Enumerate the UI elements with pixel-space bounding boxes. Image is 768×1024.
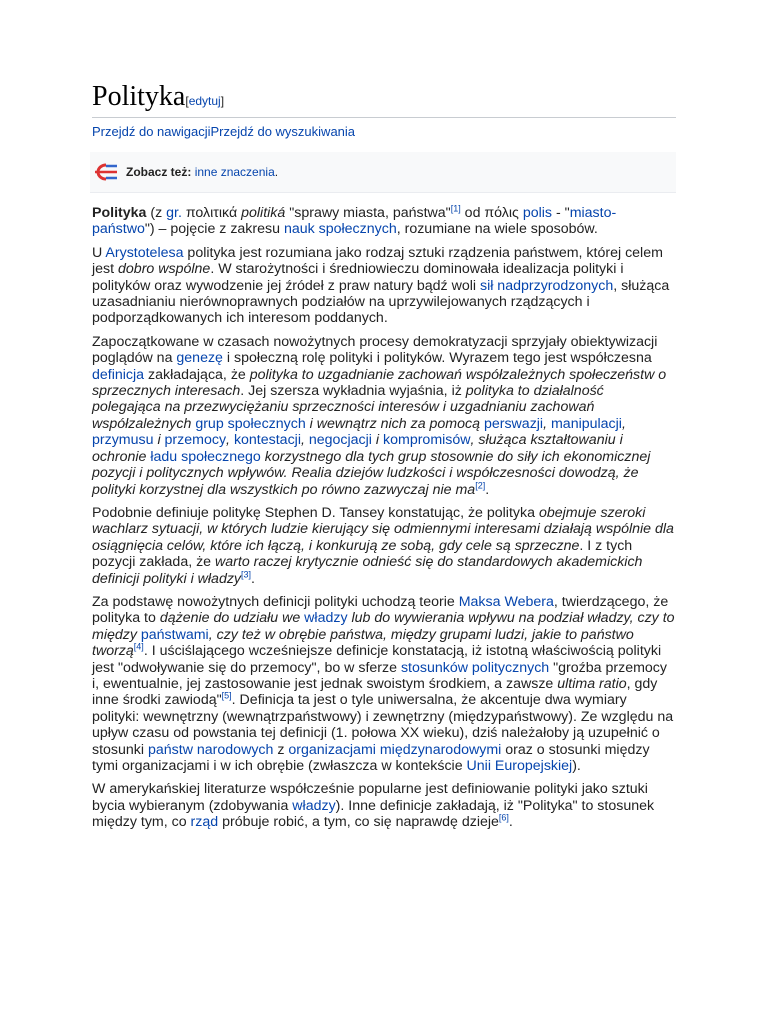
jump-to-search-link[interactable]: Przejdź do wyszukiwania [210,124,356,139]
edit-bracket-close: ] [220,94,225,108]
text: , gdy inne środki zawiodą" [92,675,658,709]
italic-text: lub do wywierania wpływu na podział władzy, czy to między [92,610,675,643]
jump-to-navigation-link[interactable]: Przejdź do nawigacji [92,124,211,139]
link-przymusu[interactable]: przymusu [92,432,154,449]
hatnote [90,152,676,193]
reference-link[interactable]: [1] [450,203,461,214]
text: . W starożytności i średniowieczu dominowała idealizacja polityki i polityków oraz wywodzenie jej źródeł z praw natury bądź woli [92,261,624,294]
text: próbuje robić, a tym, co się naprawdę dzieje [218,814,499,831]
text: , twierdzącego, że polityka to [92,593,669,627]
italic-text: politiká [241,205,286,221]
text: ). [572,758,581,774]
text: polityka jest rozumiana jako rodzaj sztuki rządzenia państwem, której celem jest [92,244,663,278]
text: ") – pojęcie z zakresu [144,221,284,238]
link-negocjacji[interactable]: negocjacji [308,432,372,449]
text: . Jej szersza wykładnia wyjaśnia, iż [240,383,466,400]
reference-6[interactable] [499,812,509,822]
paragraph-1 [92,205,676,238]
text: Za podstawę nowożytnych definicji polityki uchodzą teorie [92,593,459,610]
reference-link[interactable]: [3] [241,568,252,579]
edit-bracket-open: [ [185,94,189,108]
link-rzad[interactable]: rząd [190,814,219,831]
hatnote-text [126,165,278,179]
link-sil-nadprzyrodzonych[interactable]: sił nadprzyrodzonych [479,277,614,294]
link-panstwami[interactable]: państwami [140,626,209,643]
italic-text: obejmuje szeroki wachlarz sytuacji, w których ludzie kierujący się odmiennymi interesami działają wspólnie dla osiągnięcia celów, które ich łączą, i konkurują ze sobą, gdy cele są sprzeczne [92,504,674,554]
title-row [92,0,676,118]
link-wladzy[interactable]: władzy [292,797,336,814]
paragraph-2 [92,245,676,327]
paragraph-4 [92,505,676,587]
link-arystotelesa[interactable]: Arystotelesa [105,244,184,261]
link-stosunkow-politycznych[interactable]: stosunków politycznych [400,659,550,676]
reference-3[interactable] [241,569,251,579]
other-meanings-link[interactable]: inne znaczenia [194,165,275,179]
link-polis[interactable]: polis [522,205,553,221]
link-definicja[interactable]: definicja [92,366,145,383]
reference-4[interactable] [134,641,144,651]
text: . Definicja ta jest o tyle uniwersalna, że akcentuje dwa wymiary polityki: wewnętrzny (wewnątrzpaństwowy) i zewnętrzny (międzypaństwowy). Ze względu na upływ czasu od powstania tej definicji (1. połowa XX wieku), dziś należałoby ją uzupełnić o stosunki [92,692,674,758]
text: Zapoczątkowane w czasach nowożytnych procesy demokratyzacji sprzyjały obiektywizacji poglądów na [92,333,658,367]
text: zakładająca, że [144,366,250,383]
italic-text: polityka to uzgadnianie zachowań współzależnych społeczeństw o sprzecznych interesach [92,366,667,400]
reference-link[interactable]: [6] [498,812,509,823]
hatnote-suffix: . [274,165,279,179]
text: ). Inne definicje zakładają, iż "Polityka" to stosunek między tym, co [92,797,655,831]
italic-text: , [543,415,551,432]
italic-text: dążenie do udziału we [159,610,305,627]
link-przemocy[interactable]: przemocy [164,432,227,449]
text: "sprawy miasta, państwa" [285,205,451,221]
link-manipulacji[interactable]: manipulacji [550,415,622,432]
link-ladu-spolecznego[interactable]: ładu społecznego [150,448,261,465]
edit-section [185,94,224,108]
paragraph-5 [92,594,676,774]
text: . I z tych pozycji zakłada, że [92,537,633,571]
italic-text: , [226,432,234,449]
jump-links [92,124,676,140]
paragraph-6 [92,781,676,830]
link-kompromisow[interactable]: kompromisów [383,432,471,449]
italic-text: , czy też w obrębie państwa, między grupami ludzi, jakie to państwo tworzą [92,626,634,660]
italic-text: i [371,432,384,449]
italic-text: , [300,432,309,449]
text: , służąca uzasadnianiu nierównoprawnych podziałów na uprzywilejowanych rządzących i podporządkowanych ich interesom poddanych. [92,277,670,327]
link-perswazji[interactable]: perswazji [483,415,544,432]
text: . I uściślającego wcześniejsze definicje konstatacją, iż istotną właściwością polityki jest "odwoływanie się do przemocy", bo w sferze [92,643,662,676]
page-title: Polityka [92,81,186,112]
italic-text: polityka to działalność polegająca na przezwyciężaniu sprzeczności interesów i uzgadnianiu zachowań współzależnych [92,383,604,432]
italic-text: , służąca kształtowaniu i ochronie [92,432,623,465]
text: . [508,814,513,831]
italic-text: warto raczej krytycznie odnieść się do standardowych akademickich definicji polityki i władzy [92,554,643,587]
text: . [251,570,255,587]
link-grup-spolecznych[interactable]: grup społecznych [195,415,306,432]
link-miasto-panstwo[interactable]: miasto-państwo [92,205,617,238]
link-geneze[interactable]: genezę [176,350,223,367]
text: "groźba przemocy i, ewentualnie, jej zastosowanie jest jednak swoistym środkiem, a zawsze [92,659,667,692]
link-unii-europejskiej[interactable]: Unii Europejskiej [466,758,573,774]
italic-text: i [153,432,165,449]
text: z [273,741,289,758]
link-maksa-webera[interactable]: Maksa Webera [458,593,554,610]
link-kontestacji[interactable]: kontestacji [233,432,301,449]
text: , rozumiane na wiele sposobów. [396,221,598,238]
link-organizacjami-miedzynarodowymi[interactable]: organizacjami międzynarodowymi [288,741,502,758]
italic-text: ultima ratio [557,675,627,692]
article-content [92,205,676,831]
text: - " [552,205,570,221]
text: πολιτικά [181,205,242,221]
text: (z [146,205,167,221]
italic-text: i wewnątrz nich za pomocą [305,415,484,432]
text: od πόλις [460,205,523,221]
term-bold: Polityka [92,205,147,221]
reference-2[interactable] [475,480,485,490]
paragraph-3 [92,334,676,498]
reference-1[interactable] [451,203,461,213]
link-nauk-spolecznych[interactable]: nauk społecznych [283,221,397,238]
reference-5[interactable] [222,691,232,701]
reference-link[interactable]: [4] [133,641,144,652]
text: W amerykańskiej literaturze współcześnie popularne jest definiowanie polityki jako sztuki bycia wybieranym (zdobywania [92,781,648,814]
text: . [485,481,490,498]
text: oraz o stosunki między tymi organizacjami i w ich obrębie (zwłaszcza w kontekście [92,741,650,774]
reference-link[interactable]: [2] [475,479,486,490]
link-wladzy[interactable]: władzy [304,610,348,627]
text: i społeczną rolę polityki i polityków. Wyrazem tego jest współczesna [222,350,652,367]
reference-link[interactable]: [5] [221,690,232,701]
edit-link[interactable]: edytuj [188,94,221,108]
link-greek[interactable]: gr. [166,205,182,221]
disambiguation-icon [92,161,118,183]
italic-text: dobro wspólne [118,261,211,278]
italic-text: , [621,415,626,432]
italic-text: korzystnego dla tych grup stosownie do siły ich ekonomicznej pozycji i politycznych wpływów. Realia dziejów ludzkości i współczesności dowodzą, że polityki korzystnej dla wszystkich po równo zazwyczaj nie ma [92,448,651,498]
link-panstw-narodowych[interactable]: państw narodowych [148,741,274,758]
hatnote-prefix: Zobacz też: [126,165,192,179]
text: Podobnie definiuje politykę Stephen D. Tansey konstatując, że polityka [92,504,539,521]
text: U [92,244,106,261]
